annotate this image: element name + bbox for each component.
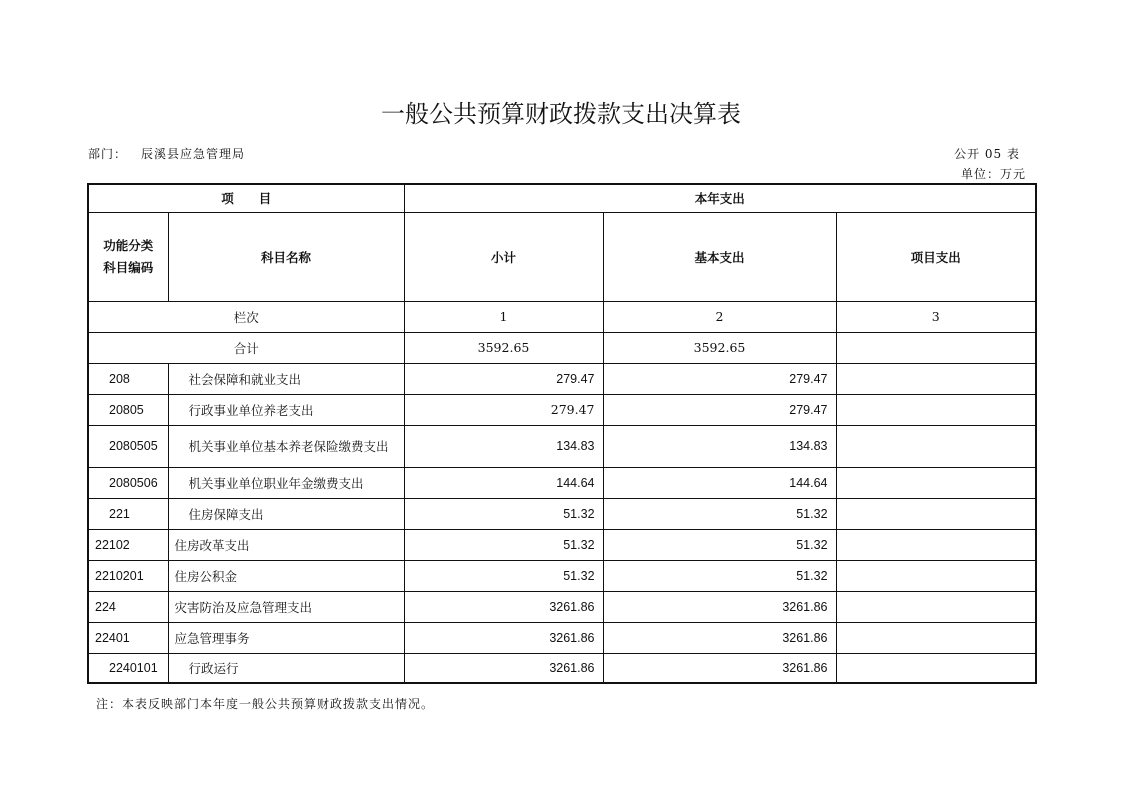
column-index-2: 2 — [603, 301, 836, 332]
row-name: 社会保障和就业支出 — [168, 363, 404, 394]
row-project — [836, 363, 1036, 394]
row-basic: 134.83 — [603, 425, 836, 467]
table-row — [88, 394, 1036, 425]
row-basic: 51.32 — [603, 498, 836, 529]
row-code: 2210201 — [88, 560, 168, 591]
row-project — [836, 498, 1036, 529]
table-row — [88, 467, 1036, 498]
row-subtotal: 279.47 — [404, 394, 603, 425]
row-code: 2080505 — [88, 425, 168, 467]
row-code: 2080506 — [88, 467, 168, 498]
header-name: 科目名称 — [168, 212, 404, 301]
row-project — [836, 394, 1036, 425]
row-basic: 279.47 — [603, 363, 836, 394]
header-code: 功能分类 科目编码 — [88, 212, 168, 301]
table-row — [88, 591, 1036, 622]
row-subtotal: 3261.86 — [404, 591, 603, 622]
row-project — [836, 591, 1036, 622]
row-basic: 279.47 — [603, 394, 836, 425]
unit-label: 单位：万元 — [960, 167, 1026, 181]
table-row — [88, 363, 1036, 394]
page-title: 一般公共预算财政拨款支出决算表 — [381, 100, 741, 128]
table-row — [88, 653, 1036, 683]
row-basic: 3261.86 — [603, 653, 836, 683]
header-item: 项 目 — [88, 184, 404, 212]
table-row — [88, 425, 1036, 467]
table-row — [88, 498, 1036, 529]
row-name: 住房保障支出 — [168, 498, 404, 529]
row-name: 机关事业单位职业年金缴费支出 — [168, 467, 404, 498]
row-subtotal: 51.32 — [404, 560, 603, 591]
table-row — [88, 560, 1036, 591]
row-name: 行政运行 — [168, 653, 404, 683]
row-project — [836, 622, 1036, 653]
header-row-1 — [88, 184, 1036, 212]
row-basic: 51.32 — [603, 560, 836, 591]
row-project — [836, 653, 1036, 683]
row-basic: 3261.86 — [603, 622, 836, 653]
total-label: 合计 — [88, 332, 404, 363]
row-name: 住房公积金 — [168, 560, 404, 591]
header-project: 项目支出 — [836, 212, 1036, 301]
column-index-3: 3 — [836, 301, 1036, 332]
row-name: 机关事业单位基本养老保险缴费支出 — [168, 425, 404, 467]
row-name: 行政事业单位养老支出 — [168, 394, 404, 425]
department-label: 部门： — [88, 147, 128, 161]
row-name: 灾害防治及应急管理支出 — [168, 591, 404, 622]
row-project — [836, 425, 1036, 467]
row-basic: 51.32 — [603, 529, 836, 560]
row-project — [836, 560, 1036, 591]
row-basic: 144.64 — [603, 467, 836, 498]
header-row-2 — [88, 212, 1036, 301]
row-code: 22102 — [88, 529, 168, 560]
row-code: 20805 — [88, 394, 168, 425]
department-line — [88, 145, 245, 162]
total-subtotal: 3592.65 — [404, 332, 603, 363]
row-code: 208 — [88, 363, 168, 394]
row-code: 22401 — [88, 622, 168, 653]
form-number: 公开 05 表 — [954, 147, 1020, 161]
row-code: 221 — [88, 498, 168, 529]
row-subtotal: 3261.86 — [404, 622, 603, 653]
row-project — [836, 467, 1036, 498]
header-current-year: 本年支出 — [404, 184, 1036, 212]
total-basic: 3592.65 — [603, 332, 836, 363]
row-subtotal: 279.47 — [404, 363, 603, 394]
row-subtotal: 3261.86 — [404, 653, 603, 683]
header-subtotal: 小计 — [404, 212, 603, 301]
column-index-1: 1 — [404, 301, 603, 332]
row-subtotal: 144.64 — [404, 467, 603, 498]
header-basic: 基本支出 — [603, 212, 836, 301]
total-row — [88, 332, 1036, 363]
row-name: 住房改革支出 — [168, 529, 404, 560]
column-index-row — [88, 301, 1036, 332]
table-row — [88, 622, 1036, 653]
row-subtotal: 134.83 — [404, 425, 603, 467]
department-name: 辰溪县应急管理局 — [141, 147, 246, 161]
row-subtotal: 51.32 — [404, 529, 603, 560]
row-name: 应急管理事务 — [168, 622, 404, 653]
row-project — [836, 529, 1036, 560]
column-index-label: 栏次 — [88, 301, 404, 332]
row-basic: 3261.86 — [603, 591, 836, 622]
row-code: 224 — [88, 591, 168, 622]
table-note: 注：本表反映部门本年度一般公共预算财政拨款支出情况。 — [96, 697, 435, 711]
total-project — [836, 332, 1036, 363]
expenditure-table — [87, 183, 1037, 684]
row-code: 2240101 — [88, 653, 168, 683]
table-row — [88, 529, 1036, 560]
row-subtotal: 51.32 — [404, 498, 603, 529]
